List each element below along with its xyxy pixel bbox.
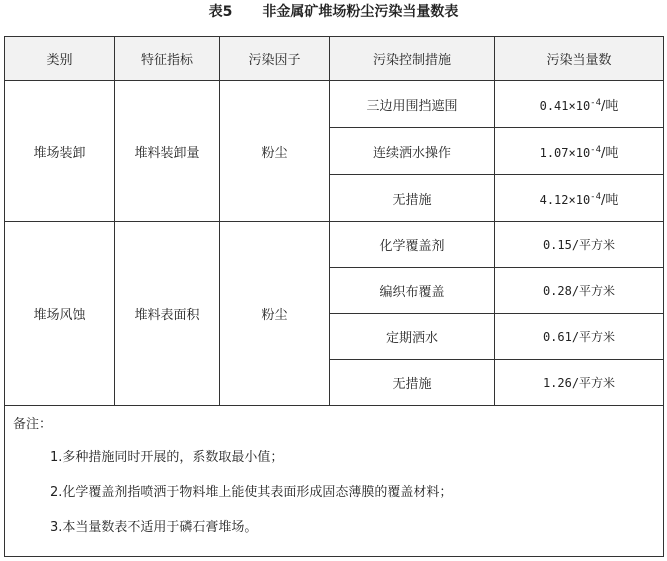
table-title	[0, 2, 667, 22]
measure-cell: 编织布覆盖	[330, 268, 495, 314]
header-measure: 污染控制措施	[330, 37, 495, 81]
header-factor: 污染因子	[220, 37, 330, 81]
equivalent-cell: $4.12\times 10^{-4}/$吨	[495, 175, 664, 222]
factor-cell: 粉尘	[220, 222, 330, 406]
note-item: 3.本当量数表不适用于磷石膏堆场。	[50, 520, 258, 535]
equivalent-cell: 0.15/平方米	[495, 222, 664, 268]
notes-row	[5, 406, 664, 557]
table-caption: 非金属矿堆场粉尘污染当量数表	[262, 4, 459, 20]
measure-cell: 无措施	[330, 175, 495, 222]
note-item: 2.化学覆盖剂指喷洒于物料堆上能使其表面形成固态薄膜的覆盖材料；	[50, 485, 453, 500]
category-cell: 堆场风蚀	[5, 222, 115, 406]
equivalent-cell: 0.28/平方米	[495, 268, 664, 314]
notes-label: 备注：	[13, 417, 53, 432]
pollution-equivalent-table	[4, 36, 664, 557]
equivalent-cell: 0.61/平方米	[495, 314, 664, 360]
header-equivalent: 污染当量数	[495, 37, 664, 81]
measure-cell: 化学覆盖剂	[330, 222, 495, 268]
note-item: 1.多种措施同时开展的，系数取最小值；	[50, 450, 284, 465]
category-cell: 堆场装卸	[5, 81, 115, 222]
equivalent-cell: $1.07\times 10^{-4}/$吨	[495, 128, 664, 175]
table-row	[5, 222, 664, 268]
measure-cell: 三边用围挡遮围	[330, 81, 495, 128]
measure-cell: 无措施	[330, 360, 495, 406]
header-indicator: 特征指标	[115, 37, 220, 81]
indicator-cell: 堆料装卸量	[115, 81, 220, 222]
factor-cell: 粉尘	[220, 81, 330, 222]
header-row	[5, 37, 664, 81]
notes-cell	[5, 406, 664, 557]
indicator-cell: 堆料表面积	[115, 222, 220, 406]
equivalent-cell: $0.41\times 10^{-4}/$吨	[495, 81, 664, 128]
header-category: 类别	[5, 37, 115, 81]
table-row	[5, 81, 664, 128]
equivalent-cell: 1.26/平方米	[495, 360, 664, 406]
measure-cell: 定期洒水	[330, 314, 495, 360]
table-number: 表5	[208, 4, 233, 20]
measure-cell: 连续洒水操作	[330, 128, 495, 175]
